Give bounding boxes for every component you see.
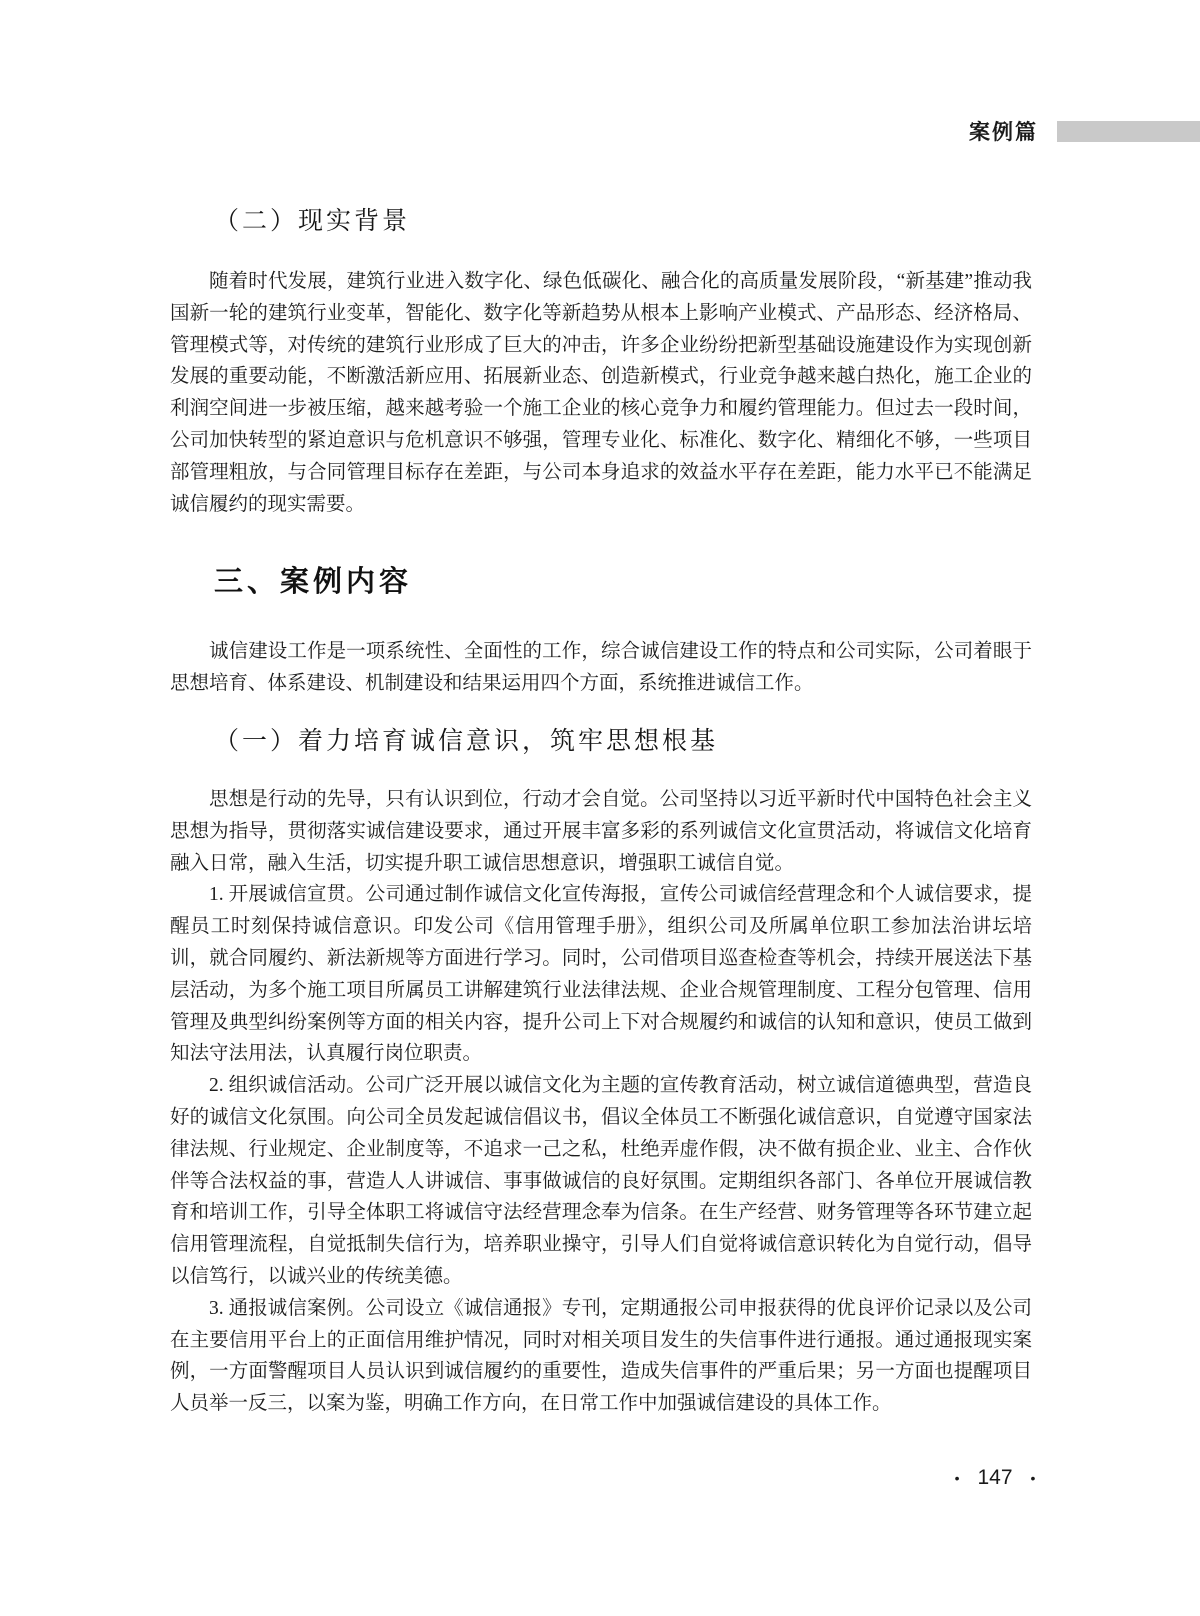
paragraph-item-2: 2. 组织诚信活动。公司广泛开展以诚信文化为主题的宣传教育活动，树立诚信道德典型，营造良好的诚信文化氛围。向公司全员发起诚信倡议书，倡议全体员工不断强化诚信意识，自觉遵守国家法律法规、行业规定、企业制度等，不追求一己之私，杜绝弄虚作假，决不做有损企业、业主、合作伙伴等合法权益的事，营造人人讲诚信、事事做诚信的良好氛围。定期组织各部门、各单位开展诚信教育和培训工作，引导全体职工将诚信守法经营理念奉为信条。在生产经营、财务管理等各环节建立起信用管理流程，自觉抵制失信行为，培养职业操守，引导人们自觉将诚信意识转化为自觉行动，倡导以信笃行，以诚兴业的传统美德。 [170,1075,1032,1287]
subsection-heading-integrity-awareness: （一）着力培育诚信意识，筑牢思想根基 [214,727,719,755]
page-number-value: 147 [977,1466,1013,1489]
page-number-dot-left: • [954,1470,960,1486]
paragraph-background: 随着时代发展，建筑行业进入数字化、绿色低碳化、融合化的高质量发展阶段，“新基建”推动我国新一轮的建筑行业变革，智能化、数字化等新趋势从根本上影响产业模式、产品形态、经济格局、管理模式等，对传统的建筑行业形成了巨大的冲击，许多企业纷纷把新型基础设施建设作为实现创新发展的重要动能，不断激活新应用、拓展新业态、创造新模式，行业竞争越来越白热化，施工企业的利润空间进一步被压缩，越来越考验一个施工企业的核心竞争力和履约管理能力。但过去一段时间，公司加快转型的紧迫意识与危机意识不够强，管理专业化、标准化、数字化、精细化不够，一些项目部管理粗放，与合同管理目标存在差距，与公司本身追求的效益水平存在差距，能力水平已不能满足诚信履约的现实需要。 [170,271,1032,515]
running-head-bar [1057,121,1200,142]
section-heading-case-content: 三、案例内容 [214,566,413,599]
paragraph-item-3: 3. 通报诚信案例。公司设立《诚信通报》专刊，定期通报公司申报获得的优良评价记录以及公司在主要信用平台上的正面信用维护情况，同时对相关项目发生的失信事件进行通报。通过通报现实案例，一方面警醒项目人员认识到诚信履约的重要性，造成失信事件的严重后果；另一方面也提醒项目人员举一反三，以案为鉴，明确工作方向，在日常工作中加强诚信建设的具体工作。 [170,1297,1032,1415]
subsection-heading-background: （二）现实背景 [214,208,411,235]
page-number-dot-right: • [1030,1470,1036,1486]
paragraph-item-1: 1. 开展诚信宣贯。公司通过制作诚信文化宣传海报，宣传公司诚信经营理念和个人诚信要求，提醒员工时刻保持诚信意识。印发公司《信用管理手册》，组织公司及所属单位职工参加法治讲坛培训，就合同履约、新法新规等方面进行学习。同时，公司借项目巡查检查等机会，持续开展送法下基层活动，为多个施工项目所属员工讲解建筑行业法律法规、企业合规管理制度、工程分包管理、信用管理及典型纠纷案例等方面的相关内容，提升公司上下对合规履约和诚信的认知和意识，使员工做到知法守法用法，认真履行岗位职责。 [170,884,1032,1065]
page-content [170,0,1032,1420]
paragraph-intro: 诚信建设工作是一项系统性、全面性的工作，综合诚信建设工作的特点和公司实际，公司着眼于思想培育、体系建设、机制建设和结果运用四个方面，系统推进诚信工作。 [170,641,1032,695]
paragraph-lead: 思想是行动的先导，只有认识到位，行动才会自觉。公司坚持以习近平新时代中国特色社会主义思想为指导，贯彻落实诚信建设要求，通过开展丰富多彩的系列诚信文化宣贯活动，将诚信文化培育融入日常，融入生活，切实提升职工诚信思想意识，增强职工诚信自觉。 [170,788,1032,874]
running-head-label: 案例篇 [969,121,1038,144]
page-number [930,1466,1060,1490]
